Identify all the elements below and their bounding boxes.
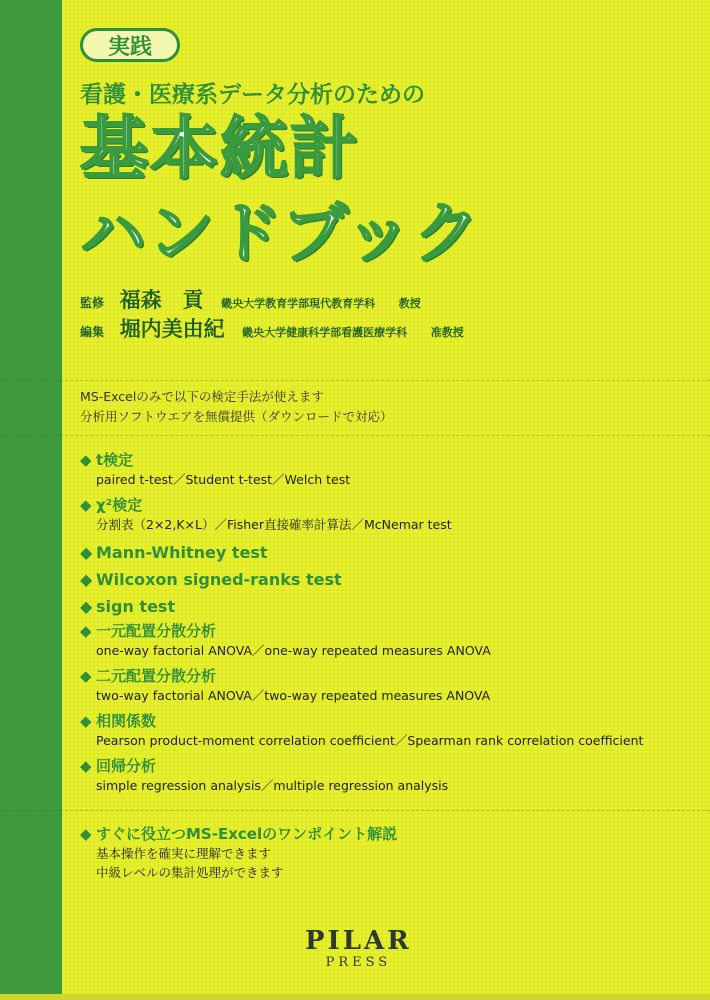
supervisor-credit xyxy=(80,284,421,314)
excel-tip-section xyxy=(80,824,397,882)
diamond-bullet-icon: ◆ xyxy=(80,496,92,514)
credit-position: 准教授 xyxy=(430,326,464,339)
method-item xyxy=(80,540,643,566)
credit-position: 教授 xyxy=(398,297,421,310)
diamond-bullet-icon: ◆ xyxy=(80,622,92,640)
method-item xyxy=(80,621,643,660)
credit-name: 福森 貢 xyxy=(119,288,204,312)
intro-line: MS-Excelのみで以下の検定手法が使えます xyxy=(80,389,324,404)
method-detail: paired t-test／Student t-test／Welch test xyxy=(96,472,351,487)
diamond-bullet-icon: ◆ xyxy=(80,570,93,589)
book-title-line1: 基本統計 xyxy=(80,110,361,189)
method-heading: Mann-Whitney test xyxy=(96,543,268,562)
method-detail: simple regression analysis／multiple regression analysis xyxy=(96,778,449,793)
method-detail: two-way factorial ANOVA／two-way repeated measures ANOVA xyxy=(96,688,491,703)
practice-badge: 実践 xyxy=(80,28,180,62)
divider xyxy=(0,435,710,436)
method-item xyxy=(80,711,643,750)
credit-role: 監修 xyxy=(80,296,105,310)
credit-role: 編集 xyxy=(80,325,105,339)
editor-credit xyxy=(80,313,464,343)
method-heading: Wilcoxon signed-ranks test xyxy=(96,570,342,589)
method-heading: sign test xyxy=(96,597,176,616)
method-heading: 相関係数 xyxy=(96,712,157,730)
method-item xyxy=(80,666,643,705)
method-heading: 回帰分析 xyxy=(96,757,157,775)
method-heading: 二元配置分散分析 xyxy=(96,667,217,685)
publisher-logo xyxy=(305,927,412,971)
book-title-line2: ハンドブック xyxy=(80,195,482,272)
divider xyxy=(0,380,710,381)
publisher-press: PRESS xyxy=(325,955,392,970)
method-item xyxy=(80,756,643,795)
method-heading: χ²検定 xyxy=(96,496,143,514)
diamond-bullet-icon: ◆ xyxy=(80,667,92,685)
method-heading: t検定 xyxy=(96,451,134,469)
intro-line: 分析用ソフトウエアを無償提供（ダウンロードで対応） xyxy=(80,409,393,424)
divider xyxy=(0,810,710,811)
method-detail: Pearson product-moment correlation coefficient／Spearman rank correlation coefficient xyxy=(96,733,644,748)
diamond-bullet-icon: ◆ xyxy=(80,451,92,469)
green-spine-band xyxy=(0,0,62,1000)
tip-line: 基本操作を確実に理解できます xyxy=(96,846,272,861)
bottom-edge xyxy=(0,994,710,1000)
diamond-bullet-icon: ◆ xyxy=(80,712,92,730)
method-heading: 一元配置分散分析 xyxy=(96,622,217,640)
method-detail: one-way factorial ANOVA／one-way repeated measures ANOVA xyxy=(96,643,491,658)
intro-text xyxy=(80,387,393,427)
diamond-bullet-icon: ◆ xyxy=(80,825,92,843)
method-item xyxy=(80,450,643,489)
publisher-name: PILAR xyxy=(305,926,412,956)
tip-heading: すぐに役立つMS-Excelのワンポイント解説 xyxy=(96,825,398,843)
method-item xyxy=(80,594,643,620)
method-detail: 分割表（2×2,K×L）／Fisher直接確率計算法／McNemar test xyxy=(96,517,452,532)
book-subtitle: 看護・医療系データ分析のための xyxy=(80,82,425,108)
credit-affiliation: 畿央大学教育学部現代教育学科 xyxy=(221,297,376,310)
diamond-bullet-icon: ◆ xyxy=(80,543,93,562)
tip-line: 中級レベルの集計処理ができます xyxy=(96,865,284,880)
method-item xyxy=(80,495,643,534)
method-item xyxy=(80,567,643,593)
credit-affiliation: 畿央大学健康科学部看護医療学科 xyxy=(242,326,408,339)
diamond-bullet-icon: ◆ xyxy=(80,597,93,616)
method-list xyxy=(80,450,643,801)
diamond-bullet-icon: ◆ xyxy=(80,757,92,775)
credit-name: 堀内美由紀 xyxy=(119,317,225,341)
